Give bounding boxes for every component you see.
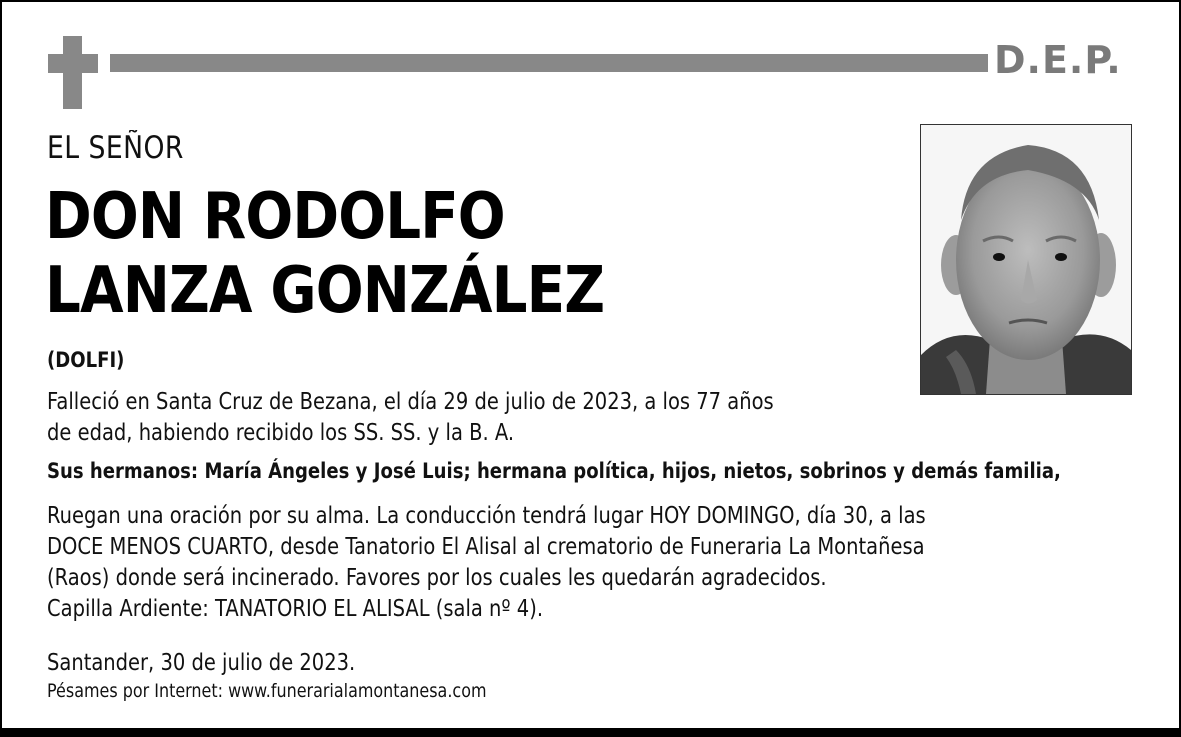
- name-line-2: LANZA GONZÁLEZ: [45, 254, 605, 328]
- header-rule: [110, 54, 988, 72]
- death-line: Falleció en Santa Cruz de Bezana, el día 29 de julio de 2023, a los 77 años: [47, 387, 774, 415]
- nickname: (DOLFI): [47, 348, 125, 372]
- family-paragraph: Sus hermanos: María Ángeles y José Luis; hermana política, hijos, nietos, sobrinos y demás familia,: [47, 459, 1061, 484]
- service-paragraph: [47, 500, 926, 624]
- service-line: Capilla Ardiente: TANATORIO EL ALISAL (sala nº 4).: [47, 594, 544, 622]
- place-date: Santander, 30 de julio de 2023.: [47, 648, 356, 676]
- service-line: Ruegan una oración por su alma. La conducción tendrá lugar HOY DOMINGO, día 30, a las: [47, 501, 926, 529]
- cross-icon-arm: [48, 54, 98, 73]
- service-line: DOCE MENOS CUARTO, desde Tanatorio El Alisal al crematorio de Funeraria La Montañesa: [47, 532, 925, 560]
- death-line: de edad, habiendo recibido los SS. SS. y la B. A.: [47, 418, 515, 446]
- deceased-photo: [920, 124, 1132, 395]
- death-paragraph: [47, 386, 774, 448]
- bottom-border-bar: [0, 728, 1181, 737]
- honorific: EL SEÑOR: [47, 130, 184, 166]
- name-line-1: DON RODOLFO: [45, 180, 505, 254]
- condolences-link[interactable]: Pésames por Internet: www.funerarialamontanesa.com: [47, 680, 487, 702]
- dep-label: D.E.P.: [994, 38, 1122, 82]
- service-line: (Raos) donde será incinerado. Favores por los cuales les quedarán agradecidos.: [47, 563, 827, 591]
- portrait-image: [921, 125, 1131, 394]
- deceased-name: [45, 180, 604, 328]
